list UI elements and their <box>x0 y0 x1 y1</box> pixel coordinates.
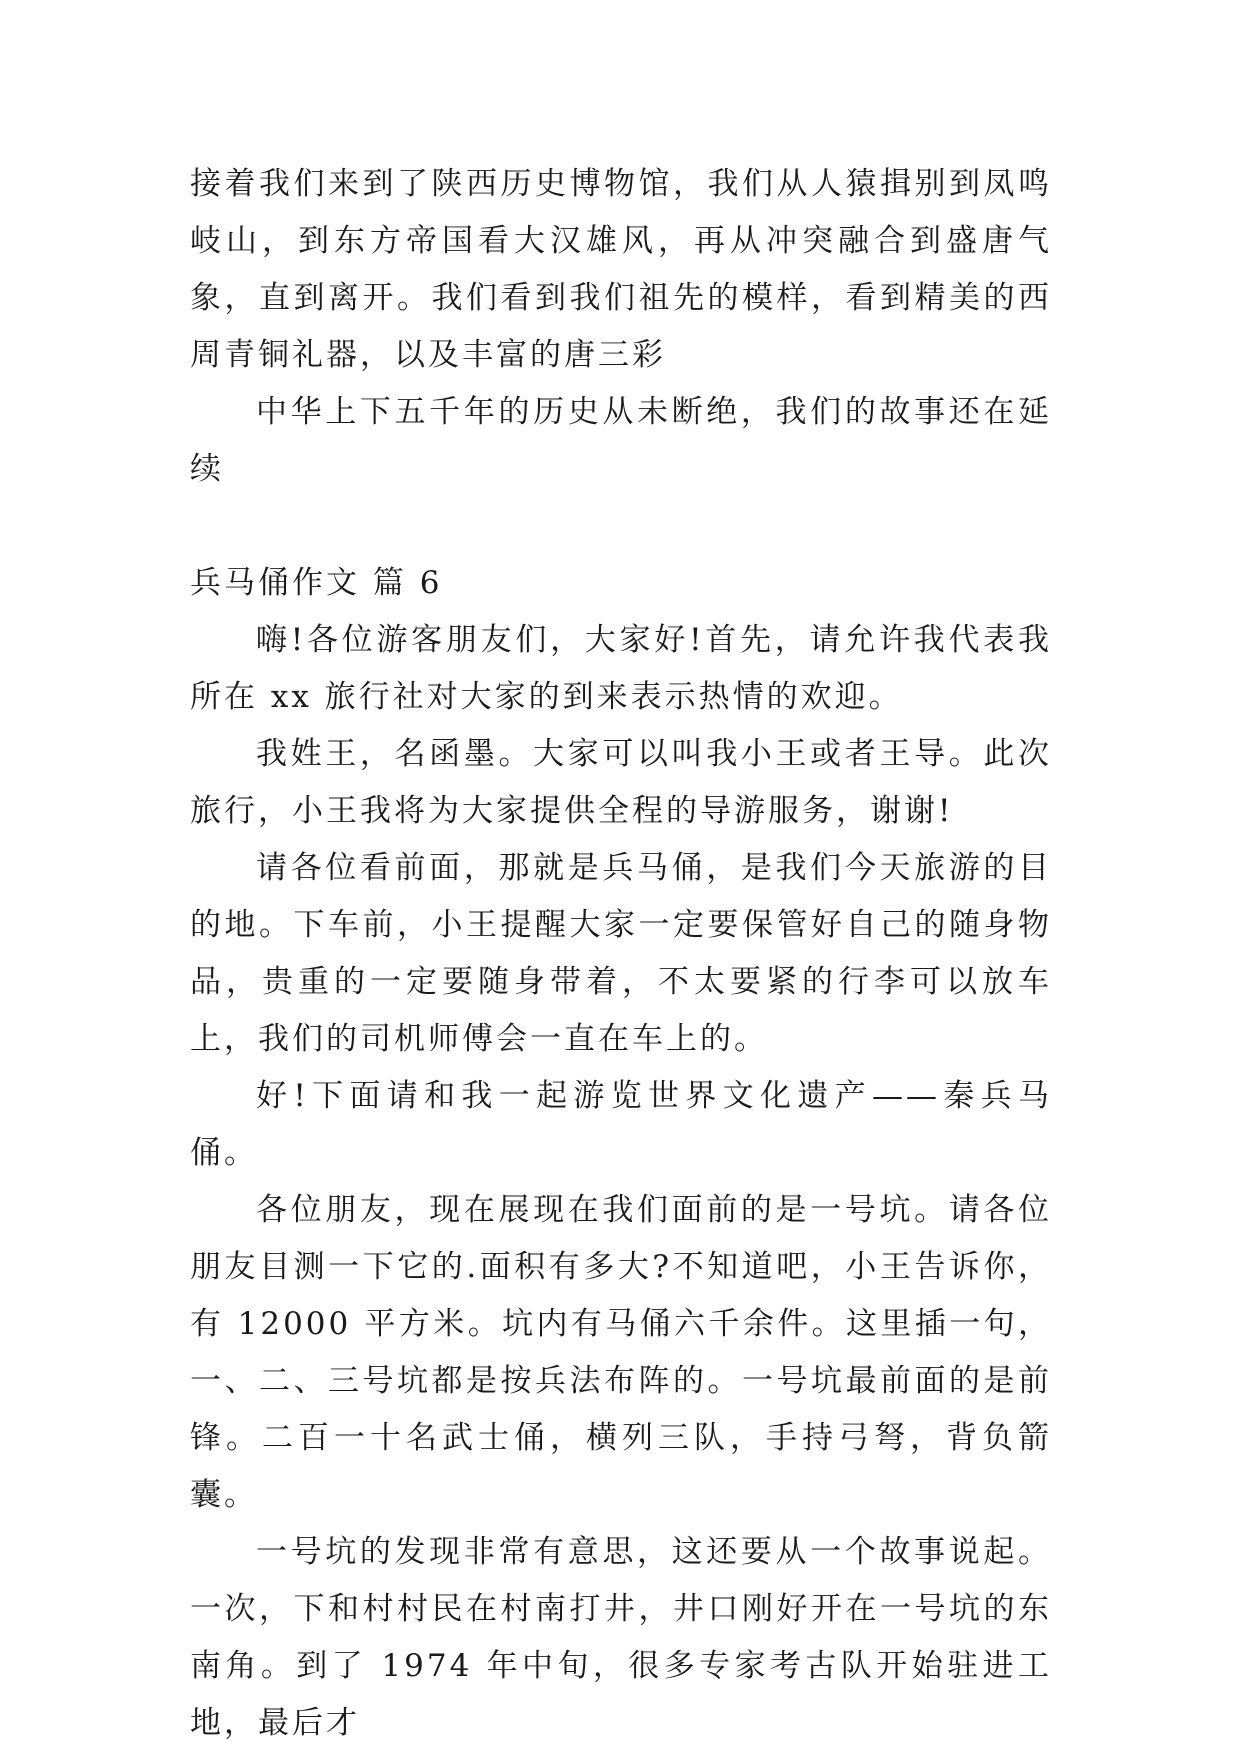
paragraph-guide-intro: 我姓王，名函墨。大家可以叫我小王或者王导。此次旅行，小王我将为大家提供全程的导游服务，谢谢! <box>190 736 1052 829</box>
paragraph-arrival-notice: 请各位看前面，那就是兵马俑，是我们今天旅游的目的地。下车前，小王提醒大家一定要保管好自己的随身物品，贵重的一定要随身带着，不太要紧的行李可以放车上，我们的司机师傅会一直在车上的。 <box>190 850 1052 1057</box>
paragraph-discovery-story: 一号坑的发现非常有意思，这还要从一个故事说起。一次，下和村村民在村南打井，井口刚好开在一号坑的东南角。到了 1974 年中旬，很多专家考古队开始驻进工地，最后才 <box>190 1534 1052 1741</box>
section-heading: 兵马俑作文 篇 6 <box>190 565 443 601</box>
section-spacer <box>190 498 1052 555</box>
paragraph-museum-visit: 接着我们来到了陕西历史博物馆，我们从人猿揖别到凤鸣岐山，到东方帝国看大汉雄风，再从冲突融合到盛唐气象，直到离开。我们看到我们祖先的模样，看到精美的西周青铜礼器，以及丰富的唐三彩 <box>190 166 1052 373</box>
paragraph-history-continues: 中华上下五千年的历史从未断绝，我们的故事还在延续 <box>190 394 1052 487</box>
paragraph-greeting: 嗨!各位游客朋友们，大家好!首先，请允许我代表我所在 xx 旅行社对大家的到来表示热情的欢迎。 <box>190 622 1052 715</box>
paragraph-pit-one: 各位朋友，现在展现在我们面前的是一号坑。请各位朋友目测一下它的.面积有多大?不知道吧，小王告诉你，有 12000 平方米。坑内有马俑六千余件。这里插一句，一、二、三号坑都是按兵法布阵的。一号坑最前面的是前锋。二百一十名武士俑，横列三队，手持弓弩，背负箭囊。 <box>190 1192 1052 1513</box>
document-body <box>190 156 1052 1752</box>
paragraph-tour-start: 好!下面请和我一起游览世界文化遗产——秦兵马俑。 <box>190 1078 1052 1171</box>
